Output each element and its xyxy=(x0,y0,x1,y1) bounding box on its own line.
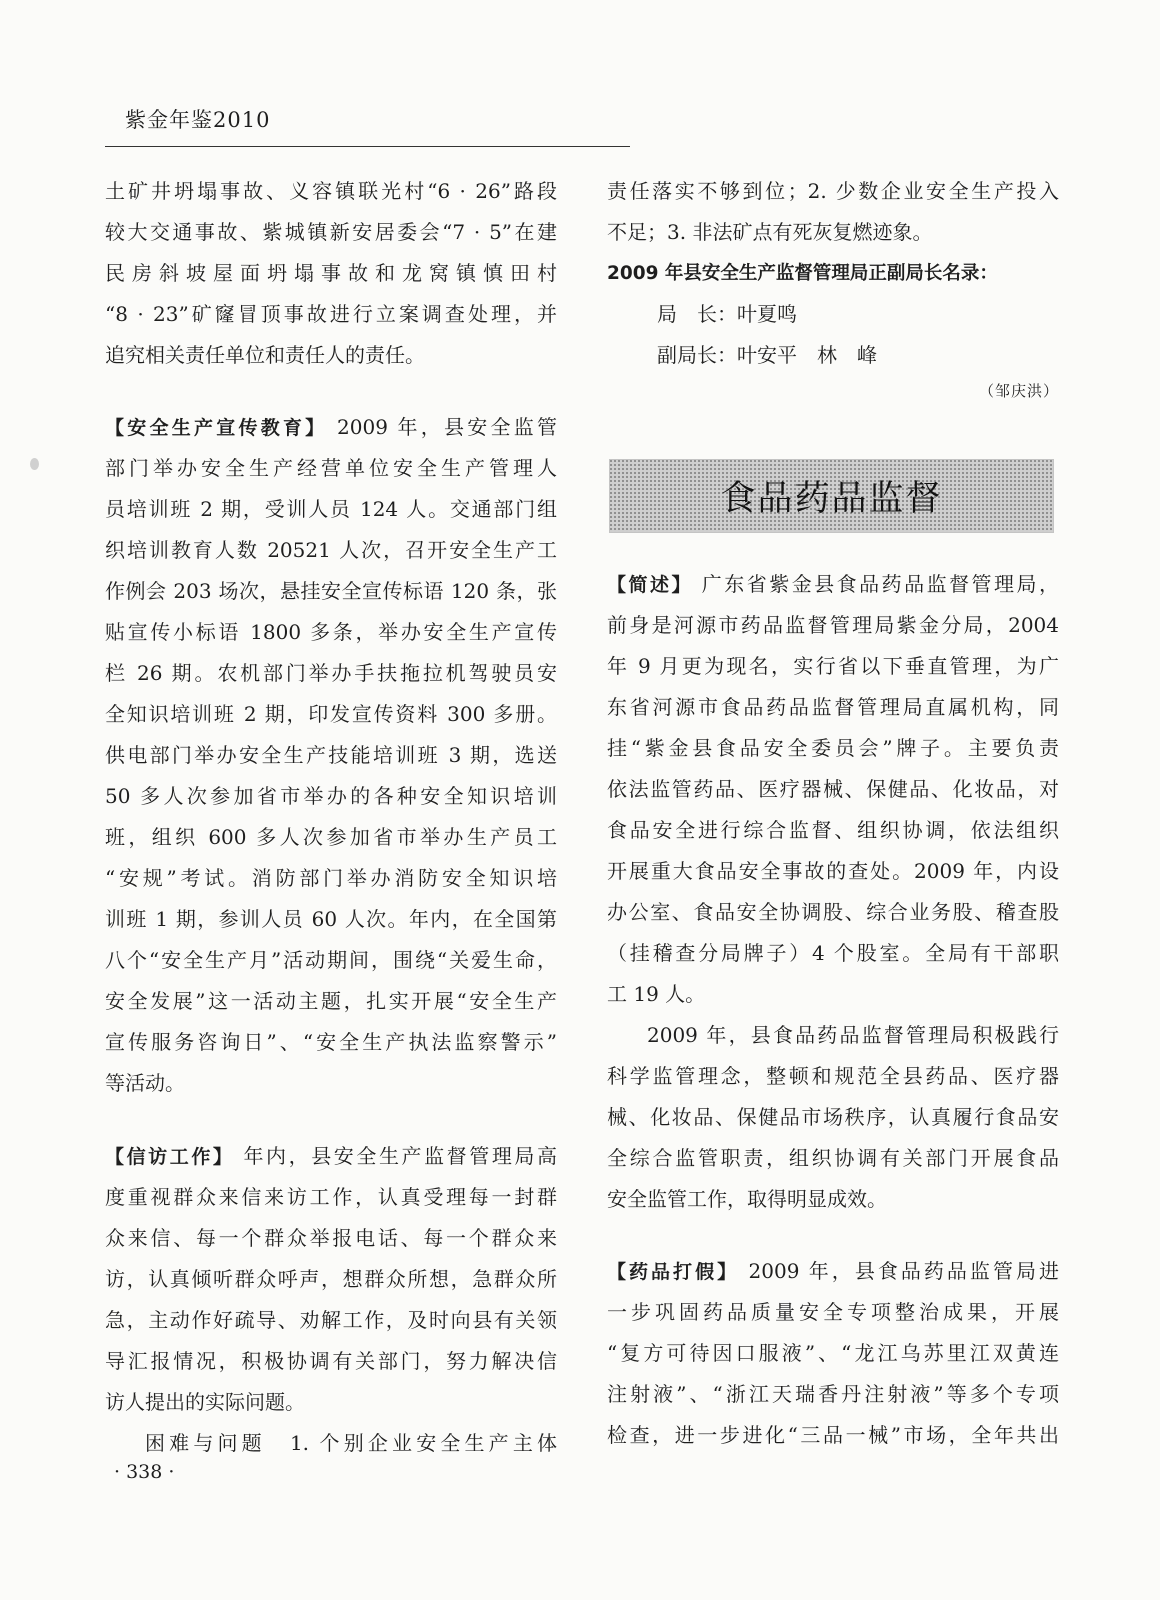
text-line: 作例会 203 场次，悬挂安全宣传标语 120 条，张 xyxy=(105,579,557,603)
text-line: 供电部门举办安全生产技能培训班 3 期，选送 xyxy=(105,743,557,767)
text-line: 追究相关责任单位和责任人的责任。 xyxy=(105,343,425,367)
section-tag-drug-crackdown: 【药品打假】 xyxy=(607,1261,740,1283)
text-line: 较大交通事故、紫城镇新安居委会“7 · 5”在建 xyxy=(105,220,557,244)
text-line: 办公室、食品安全协调股、综合业务股、稽查股 xyxy=(607,900,1059,924)
text-line: 急，主动作好疏导、劝解工作，及时向县有关领 xyxy=(105,1308,557,1332)
text-line: 械、化妆品、保健品市场秩序，认真履行食品安 xyxy=(607,1105,1059,1129)
paragraph-first-line xyxy=(607,564,1059,605)
text-line: 责任落实不够到位；2. 少数企业安全生产投入 xyxy=(607,179,1059,203)
text-line: 等活动。 xyxy=(105,1071,185,1095)
text-line: 众来信、每一个群众举报电话、每一个群众来 xyxy=(105,1226,557,1250)
text-line: 检查，进一步进化“三品一械”市场，全年共出 xyxy=(607,1423,1059,1447)
header-rule xyxy=(105,146,630,147)
text-line: 土矿井坍塌事故、义容镇联光村“6 · 26”路段 xyxy=(105,179,557,203)
text-line: 班，组织 600 多人次参加省市举办生产员工 xyxy=(105,825,557,849)
text-line: 全综合监管职责，组织协调有关部门开展食品 xyxy=(607,1146,1059,1170)
section-title: 食品药品监督 xyxy=(720,479,943,519)
text-line: 员培训班 2 期，受训人员 124 人。交通部门组 xyxy=(105,497,557,521)
text-line: 2009 年，县食品药品监督管理局积极践行 xyxy=(647,1023,1059,1047)
section-tag-petition: 【信访工作】 xyxy=(105,1146,235,1168)
text-line: “复方可待因口服液”、“龙江乌苏里江双黄连 xyxy=(607,1341,1059,1365)
section-tag-summary: 【简述】 xyxy=(607,574,693,596)
text-line: “安规”考试。消防部门举办消防安全知识培 xyxy=(105,866,557,890)
text-line: 八个“安全生产月”活动期间，围绕“关爱生命， xyxy=(105,948,557,972)
paragraph-first-line xyxy=(607,1251,1059,1292)
text-line: （挂稽查分局牌子）4 个股室。全局有干部职 xyxy=(607,941,1059,965)
section-tag-safety-education: 【安全生产宣传教育】 xyxy=(105,417,328,439)
text-run: 广东省紫金县食品药品监督管理局， xyxy=(701,572,1059,596)
text-line: 依法监管药品、医疗器械、保健品、化妆品，对 xyxy=(607,777,1059,801)
paragraph-first-line xyxy=(105,407,557,448)
scan-speck xyxy=(30,458,39,470)
text-line: 年 9 月更为现名，实行省以下垂直管理，为广 xyxy=(607,654,1059,678)
paragraph-first-line xyxy=(105,1136,557,1177)
text-line: 度重视群众来信来访工作，认真受理每一封群 xyxy=(105,1185,557,1209)
text-line: 织培训教育人数 20521 人次，召开安全生产工 xyxy=(105,538,557,562)
text-line: 注射液”、“浙江天瑞香丹注射液”等多个专项 xyxy=(607,1382,1059,1406)
deputy-director-line: 副局长：叶安平 林 峰 xyxy=(657,343,877,367)
text-line: 民房斜坡屋面坍塌事故和龙窝镇慎田村 xyxy=(105,261,557,285)
author-attribution: （邹庆洪） xyxy=(978,382,1059,400)
text-line: 训班 1 期，参训人员 60 人次。年内，在全国第 xyxy=(105,907,557,931)
text-line: 全知识培训班 2 期，印发宣传资料 300 多册。 xyxy=(105,702,557,726)
text-line: 50 多人次参加省市举办的各种安全知识培训 xyxy=(105,784,557,808)
text-line: 困难与问题 1. 个别企业安全生产主体 xyxy=(145,1431,557,1455)
text-line: 东省河源市食品药品监督管理局直属机构，同 xyxy=(607,695,1059,719)
text-line: 安全监管工作，取得明显成效。 xyxy=(607,1187,887,1211)
text-line: 导汇报情况，积极协调有关部门，努力解决信 xyxy=(105,1349,557,1373)
leaders-heading: 2009 年县安全生产监督管理局正副局长名录： xyxy=(607,263,998,284)
text-run: 2009 年，县安全监管 xyxy=(337,415,557,439)
text-line: “8 · 23”矿窿冒顶事故进行立案调查处理，并 xyxy=(105,302,557,326)
text-line: 挂“紫金县食品安全委员会”牌子。主要负责 xyxy=(607,736,1059,760)
text-line: 不足；3. 非法矿点有死灰复燃迹象。 xyxy=(607,220,933,244)
running-header: 紫金年鉴2010 xyxy=(125,108,271,132)
text-line: 开展重大食品安全事故的查处。2009 年，内设 xyxy=(607,859,1059,883)
text-line: 食品安全进行综合监督、组织协调，依法组织 xyxy=(607,818,1059,842)
text-line: 安全发展”这一活动主题，扎实开展“安全生产 xyxy=(105,989,557,1013)
text-line: 贴宣传小标语 1800 多条，举办安全生产宣传 xyxy=(105,620,557,644)
director-line: 局 长：叶夏鸣 xyxy=(657,302,797,326)
text-line: 科学监管理念，整顿和规范全县药品、医疗器 xyxy=(607,1064,1059,1088)
text-line: 一步巩固药品质量安全专项整治成果，开展 xyxy=(607,1300,1059,1324)
text-line: 宣传服务咨询日”、“安全生产执法监察警示” xyxy=(105,1030,557,1054)
text-line: 访，认真倾听群众呼声，想群众所想，急群众所 xyxy=(105,1267,557,1291)
text-run: 年内，县安全生产监督管理局高 xyxy=(243,1144,558,1168)
text-line: 栏 26 期。农机部门举办手扶拖拉机驾驶员安 xyxy=(105,661,557,685)
text-line: 前身是河源市药品监督管理局紫金分局，2004 xyxy=(607,613,1059,637)
page-number: · 338 · xyxy=(114,1461,175,1483)
text-line: 访人提出的实际问题。 xyxy=(105,1390,305,1414)
text-line: 工 19 人。 xyxy=(607,982,706,1006)
text-line: 部门举办安全生产经营单位安全生产管理人 xyxy=(105,456,557,480)
text-run: 2009 年，县食品药品监管局进 xyxy=(748,1259,1059,1283)
section-banner xyxy=(609,459,1054,533)
